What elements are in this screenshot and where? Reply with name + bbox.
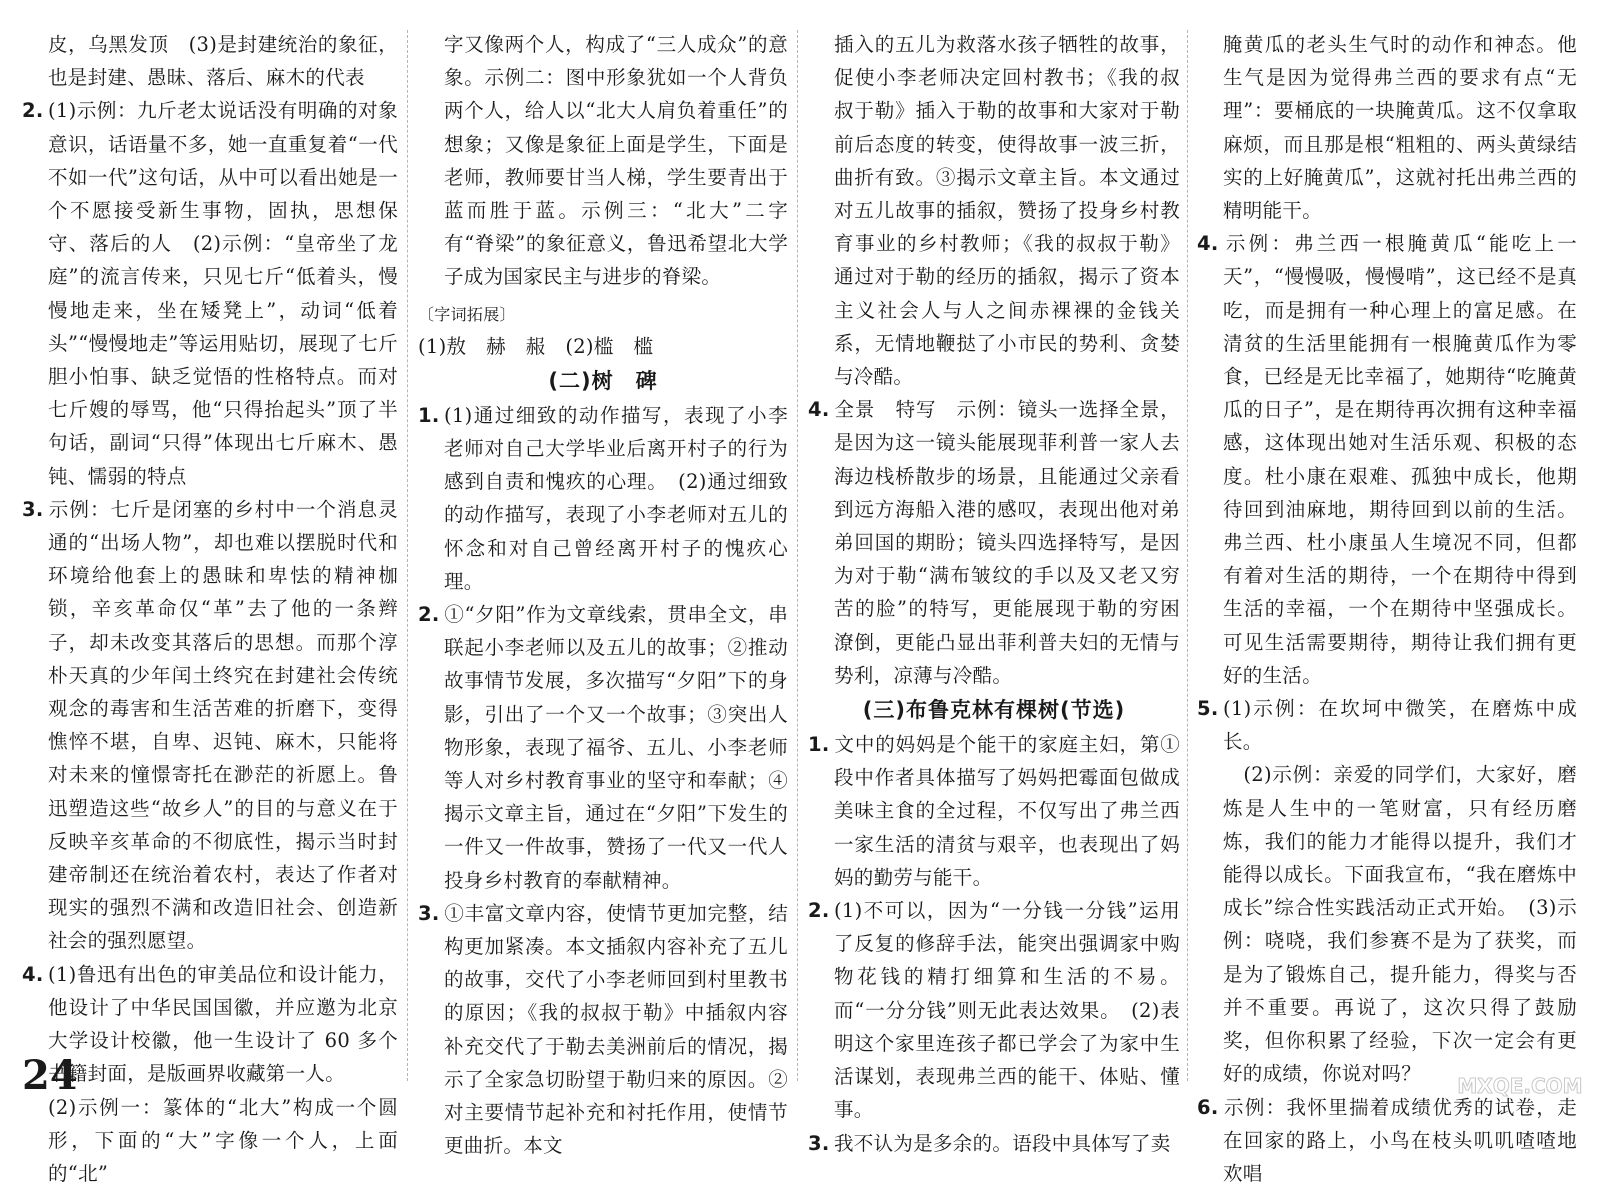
section-tag: 〔字词拓展〕 — [418, 300, 788, 330]
answer-item — [808, 894, 1180, 1126]
answer-item — [1197, 1091, 1577, 1190]
column-1 — [22, 28, 398, 1190]
item-text: (1)不可以，因为“一分钱一分钱”运用了反复的修辞手法，能突出强调家中购物花钱的精打细算和生活的不易。而“一分分钱”则无此表达效果。 (2)表明这个家里连孩子都已学会了为家中生活谋划，表现弗兰西的能干、体贴、懂事。 — [834, 899, 1180, 1121]
column-divider — [407, 30, 408, 1081]
item-text: (1)鲁迅有出色的审美品位和设计能力，他设计了中华民国国徽，并应邀为北京大学设计校徽，他一生设计了 60 多个书籍封面，是版画界收藏第一人。 — [48, 963, 398, 1086]
item-number: 4. — [22, 958, 48, 991]
continuation-text: 插入的五儿为救落水孩子牺牲的故事，促使小李老师决定回村教书；《我的叔叔于勒》插入于勒的故事和大家对于勒前后态度的转变，使得故事一波三折，曲折有致。③揭示文章主旨。本文通过对五儿故事的插叙，赞扬了投身乡村教育事业的乡村教师；《我的叔叔于勒》通过对于勒的经历的插叙，揭示了资本主义社会人与人之间赤裸裸的金钱关系，无情地鞭挞了小市民的势利、贪婪与冷酷。 — [808, 28, 1180, 393]
sub-answer-text: (2)示例：亲爱的同学们，大家好，磨炼是人生中的一笔财富，只有经历磨炼，我们的能力才能得以提升，我们才能得以成长。下面我宣布，“我在磨炼中成长”综合性实践活动正式开始。 (3)示例：哓哓，我们参赛不是为了获奖，而是为了锻炼自己，提升能力，得奖与否并不重要。再说了，这次只得了鼓励奖，但你积累了经验，下次一定会有更好的成绩，你说对吗？ — [1197, 758, 1577, 1090]
column-3 — [808, 28, 1180, 1160]
answer-item — [808, 1127, 1180, 1160]
item-text: 示例：七斤是闭塞的乡村中一个消息灵通的“出场人物”，却也难以摆脱时代和环境给他套上的愚昧和卑怯的精神枷锁，辛亥革命仅“革”去了他的一条辫子，却未改变其落后的思想。而那个淳朴天真的少年闰土终究在封建社会传统观念的毒害和生活苦难的折磨下，变得憔悴不堪，自卑、迟钝、麻木，只能将对未来的憧憬寄托在渺茫的祈愿上。鲁迅塑造这些“故乡人”的目的与意义在于反映辛亥革命的不彻底性，揭示当时封建帝制还在统治着农村，表达了作者对现实的强烈不满和改造旧社会、创造新社会的强烈愿望。 — [48, 498, 398, 953]
item-text: 文中的妈妈是个能干的家庭主妇，第①段中作者具体描写了妈妈把霉面包做成美味主食的全过程，不仅写出了弗兰西一家生活的清贫与艰辛，也表现出了妈妈的勤劳与能干。 — [834, 733, 1180, 889]
column-divider — [797, 30, 798, 1081]
section-title: (二)树 碑 — [418, 363, 788, 399]
item-text: ①“夕阳”作为文章线索，贯串全文，串联起小李老师以及五儿的故事；②推动故事情节发展，多次描写“夕阳”下的身影，引出了一个又一个故事；③突出人物形象，表现了福爷、五儿、小李老师等人对乡村教育事业的坚守和奉献；④揭示文章主旨，通过在“夕阳”下发生的一件又一件故事，赞扬了一代又一代人投身乡村教育的奉献精神。 — [444, 603, 788, 892]
item-number: 2. — [418, 598, 444, 631]
item-number: 3. — [418, 897, 444, 930]
answer-item — [22, 958, 398, 1091]
column-4 — [1197, 28, 1577, 1190]
page-number: 24 — [22, 1052, 78, 1100]
answer-item — [808, 393, 1180, 692]
answer-item — [808, 728, 1180, 894]
section-title: (三)布鲁克林有棵树(节选) — [808, 692, 1180, 728]
item-text: (1)示例：九斤老太说话没有明确的对象意识，话语量不多，她一直重复着“一代不如一代”这句话，从中可以看出她是一个不愿接受新生事物，固执，思想保守、落后的人 (2)示例：“皇帝坐了龙庭”的流言传来，只见七斤“低着头，慢慢地走来，坐在矮凳上”，动词“低着头”“慢慢地走”等运用贴切，展现了七斤胆小怕事、缺乏觉悟的性格特点。而对七斤嫂的辱骂，他“只得抬起头”顶了半句话，副词“只得”体现出七斤麻木、愚钝、懦弱的特点 — [48, 99, 398, 487]
word-answers: (1)敖 赫 赧 (2)槛 槛 — [418, 330, 788, 363]
item-text: 示例：我怀里揣着成绩优秀的试卷，走在回家的路上，小鸟在枝头叽叽喳喳地欢唱 — [1223, 1096, 1577, 1185]
answer-item — [418, 399, 788, 598]
answer-item — [22, 94, 398, 492]
answer-item — [418, 897, 788, 1163]
item-number: 4. — [808, 393, 834, 426]
item-number: 2. — [22, 94, 48, 127]
sub-answer-text: (2)示例一：篆体的“北大”构成一个圆形，下面的“大”字像一个人，上面的“北” — [22, 1091, 398, 1190]
item-text: 全景 特写 示例：镜头一选择全景，是因为这一镜头能展现菲利普一家人去海边栈桥散步的场景，且能通过父亲看到远方海船入港的感叹，表现出他对弟弟回国的期盼；镜头四选择特写，是因为对于勒“满布皱纹的手以及又老又穷苦的脸”的特写，更能展现于勒的穷困潦倒，更能凸显出菲利普夫妇的无情与势利，凉薄与冷酷。 — [834, 398, 1180, 687]
answer-item — [418, 598, 788, 897]
item-text: 我不认为是多余的。语段中具体写了卖 — [834, 1132, 1171, 1155]
item-number: 5. — [1197, 692, 1223, 725]
watermark-text: MXQE.COM — [1457, 1074, 1582, 1098]
continuation-text: 字又像两个人，构成了“三人成众”的意象。示例二：图中形象犹如一个人背负两个人，给人以“北大人肩负着重任”的想象；又像是象征上面是学生，下面是老师，教师要甘当人梯，学生要青出于蓝而胜于蓝。示例三：“北大”二字有“脊梁”的象征意义，鲁迅希望北大学子成为国家民主与进步的脊梁。 — [418, 28, 788, 294]
continuation-text: 皮，乌黑发顶 (3)是封建统治的象征，也是封建、愚昧、落后、麻木的代表 — [22, 28, 398, 94]
answer-item — [1197, 692, 1577, 758]
item-number: 4. — [1197, 227, 1223, 260]
answer-item — [1197, 227, 1577, 692]
item-number: 1. — [808, 728, 834, 761]
item-number: 1. — [418, 399, 444, 432]
item-text: (1)通过细致的动作描写，表现了小李老师对自己大学毕业后离开村子的行为感到自责和愧疚的心理。 (2)通过细致的动作描写，表现了小李老师对五儿的怀念和对自己曾经离开村子的愧疚心理。 — [444, 404, 788, 593]
item-number: 6. — [1197, 1091, 1223, 1124]
continuation-text: 腌黄瓜的老头生气时的动作和神态。他生气是因为觉得弗兰西的要求有点“无理”：要桶底的一块腌黄瓜。这不仅拿取麻烦，而且那是根“粗粗的、两头黄绿结实的上好腌黄瓜”，这就衬托出弗兰西的精明能干。 — [1197, 28, 1577, 227]
item-text: ①丰富文章内容，使情节更加完整，结构更加紧凑。本文插叙内容补充了五儿的故事，交代了小李老师回到村里教书的原因；《我的叔叔于勒》中插叙内容补充交代了于勒去美洲前后的情况，揭示了全家急切盼望于勒归来的原因。②对主要情节起补充和衬托作用，使情节更曲折。本文 — [444, 902, 788, 1157]
watermark-logo — [1450, 1055, 1590, 1105]
item-text: (1)示例：在坎坷中微笑，在磨炼中成长。 — [1223, 697, 1577, 753]
item-number: 3. — [22, 493, 48, 526]
column-2 — [418, 28, 788, 1163]
column-divider — [1187, 30, 1188, 1081]
item-text: 示例：弗兰西一根腌黄瓜“能吃上一天”，“慢慢吸，慢慢啃”，这已经不是真吃，而是拥有一种心理上的富足感。在清贫的生活里能拥有一根腌黄瓜作为零食，已经是无比幸福了，她期待“吃腌黄瓜的日子”，是在期待再次拥有这种幸福感，这体现出她对生活乐观、积极的态度。杜小康在艰难、孤独中成长，他期待回到油麻地，期待回到以前的生活。弗兰西、杜小康虽人生境况不同，但都有着对生活的期待，一个在期待中得到生活的幸福，一个在期待中坚强成长。可见生活需要期待，期待让我们拥有更好的生活。 — [1223, 232, 1577, 687]
item-number: 3. — [808, 1127, 834, 1160]
answer-item — [22, 493, 398, 958]
item-number: 2. — [808, 894, 834, 927]
